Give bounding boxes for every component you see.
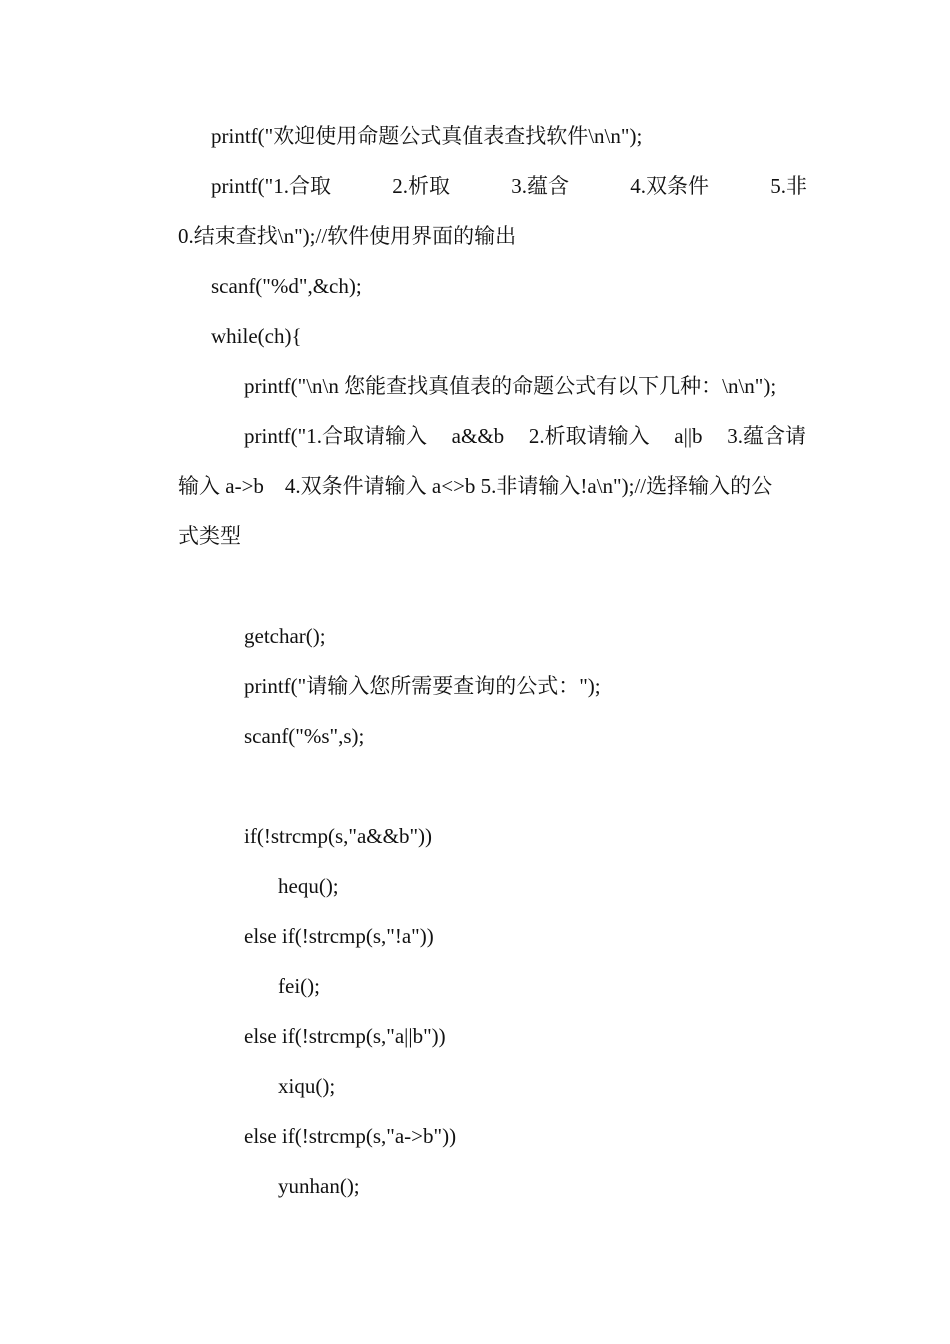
code-line-elseif-or: else if(!strcmp(s,"a||b")) — [244, 1024, 446, 1048]
options-part-4: a||b — [674, 424, 703, 448]
code-line-scanf-ch: scanf("%d",&ch); — [211, 274, 362, 298]
options-part-5: 3.蕴含请 — [727, 424, 806, 448]
menu-part-3: 3.蕴含 — [511, 174, 569, 198]
code-line-options-continued: 输入 a->b 4.双条件请输入 a<>b 5.非请输入!a\n");//选择输入的公 — [178, 474, 773, 498]
code-line-printf-options — [244, 422, 806, 450]
menu-part-2: 2.析取 — [392, 174, 450, 198]
code-line-elseif-implies: else if(!strcmp(s,"a->b")) — [244, 1124, 457, 1148]
options-part-1: printf("1.合取请输入 — [244, 424, 427, 448]
code-line-elseif-not: else if(!strcmp(s,"!a")) — [244, 924, 434, 948]
code-line-while: while(ch){ — [211, 324, 302, 348]
code-line-options-end: 式类型 — [178, 524, 241, 548]
code-line-getchar: getchar(); — [244, 624, 326, 648]
code-line-menu-continued: 0.结束查找\n");//软件使用界面的输出 — [178, 224, 517, 248]
code-line-printf-welcome: printf("欢迎使用命题公式真值表查找软件\n\n"); — [211, 124, 643, 148]
code-line-printf-prompt: printf("请输入您所需要查询的公式："); — [244, 674, 601, 698]
menu-part-4: 4.双条件 — [630, 174, 709, 198]
code-line-call-hequ: hequ(); — [278, 874, 339, 898]
code-line-scanf-s: scanf("%s",s); — [244, 724, 365, 748]
code-line-printf-intro: printf("\n\n 您能查找真值表的命题公式有以下几种：\n\n"); — [244, 374, 777, 398]
code-line-if-and: if(!strcmp(s,"a&&b")) — [244, 824, 433, 848]
code-line-call-xiqu: xiqu(); — [278, 1074, 336, 1098]
menu-part-1: printf("1.合取 — [211, 174, 331, 198]
code-line-call-yunhan: yunhan(); — [278, 1174, 360, 1198]
options-part-3: 2.析取请输入 — [528, 424, 650, 448]
menu-part-5: 5.非 — [770, 174, 807, 198]
code-line-printf-menu — [211, 172, 807, 200]
options-part-2: a&&b — [451, 424, 505, 448]
code-line-call-fei: fei(); — [278, 974, 320, 998]
